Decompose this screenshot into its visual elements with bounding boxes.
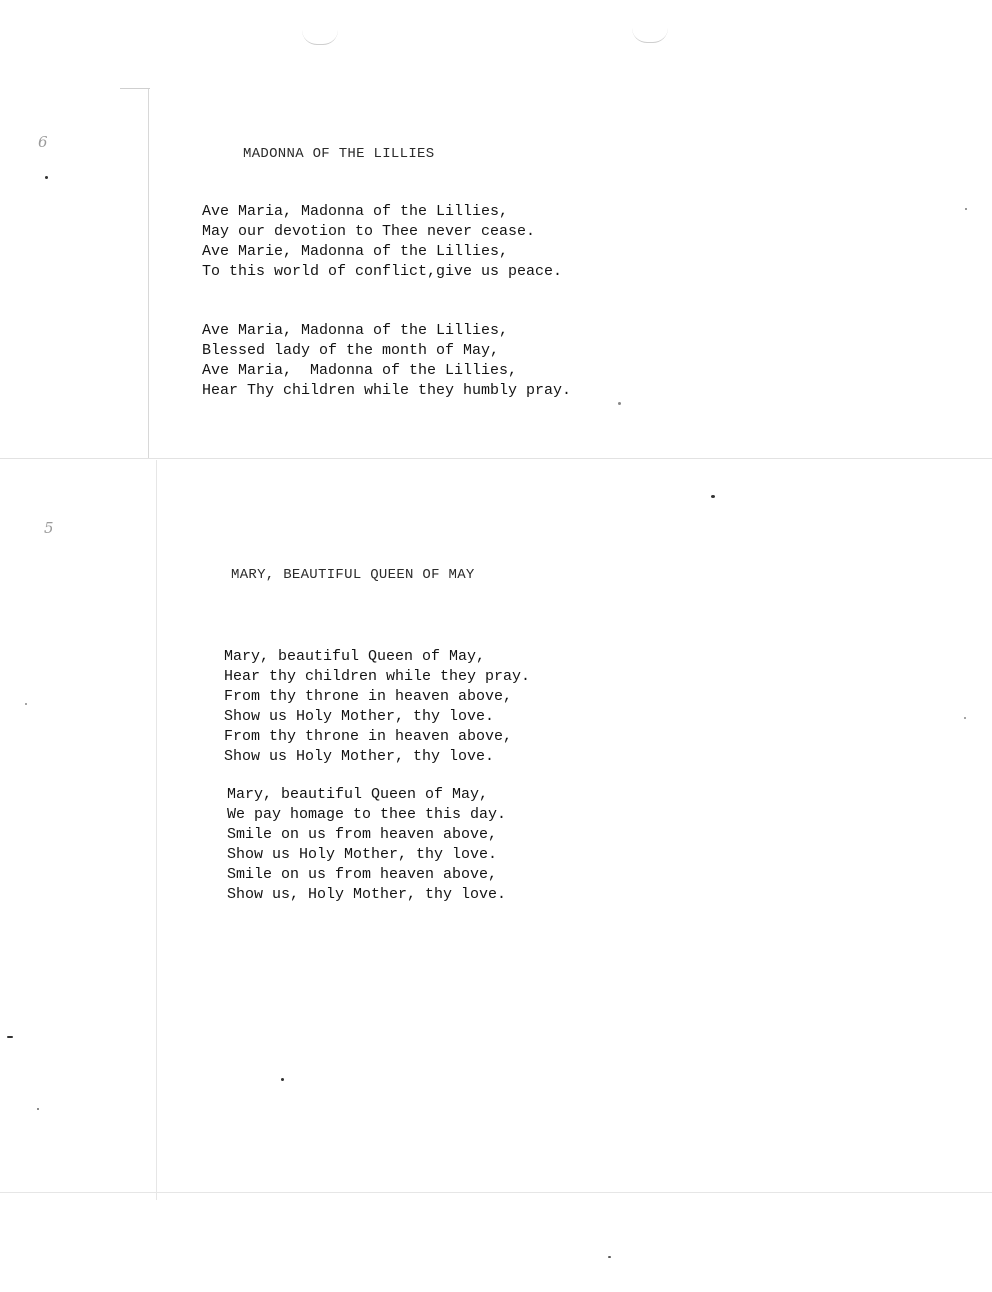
lyric-line: Show us Holy Mother, thy love. [224, 748, 495, 765]
lyric-line: May our devotion to Thee never cease. [202, 223, 536, 240]
speck [964, 717, 966, 719]
lyric-line: Mary, beautiful Queen of May, [224, 648, 486, 665]
lyric-line: Ave Maria, Madonna of the Lillies, [202, 203, 509, 220]
stanza [202, 202, 562, 282]
lyric-line: Show us Holy Mother, thy love. [224, 708, 495, 725]
lyric-line: Ave Maria, Madonna of the Lillies, [202, 322, 509, 339]
lyric-line: From thy throne in heaven above, [224, 728, 513, 745]
page-edge-line [148, 88, 149, 458]
lyric-line: From thy throne in heaven above, [224, 688, 513, 705]
lyric-line: Hear thy children while they pray. [224, 668, 531, 685]
speck [618, 402, 621, 405]
stanza [227, 785, 506, 905]
page-edge-line [156, 460, 157, 1200]
page-fold-line [0, 458, 992, 459]
speck [965, 208, 967, 210]
punch-hole-mark [302, 30, 338, 45]
page-number-mark: 5 [44, 519, 54, 537]
stanza [202, 321, 571, 401]
stanza [224, 647, 530, 767]
speck [281, 1078, 284, 1081]
lyric-line: Hear Thy children while they humbly pray. [202, 382, 572, 399]
speck [7, 1036, 13, 1038]
speck [37, 1108, 39, 1110]
page-number-mark: 6 [38, 133, 48, 151]
lyric-line: Blessed lady of the month of May, [202, 342, 500, 359]
lyric-line: Ave Maria, Madonna of the Lillies, [202, 362, 518, 379]
lyric-line: Smile on us from heaven above, [227, 826, 498, 843]
lyric-line: Smile on us from heaven above, [227, 866, 498, 883]
lyric-line: Ave Marie, Madonna of the Lillies, [202, 243, 509, 260]
song-title: MADONNA OF THE LILLIES [243, 146, 435, 162]
song-title: MARY, BEAUTIFUL QUEEN OF MAY [231, 567, 475, 583]
lyric-line: Show us Holy Mother, thy love. [227, 846, 498, 863]
page-edge-line [0, 1192, 992, 1193]
punch-hole-mark [632, 28, 668, 43]
lyric-line: We pay homage to thee this day. [227, 806, 507, 823]
speck [608, 1256, 611, 1258]
lyric-line: Mary, beautiful Queen of May, [227, 786, 489, 803]
lyric-line: Show us, Holy Mother, thy love. [227, 886, 507, 903]
page-edge-line [120, 88, 150, 89]
speck [25, 703, 27, 705]
lyric-line: To this world of conflict,give us peace. [202, 263, 563, 280]
speck [45, 176, 48, 179]
speck [711, 495, 715, 498]
